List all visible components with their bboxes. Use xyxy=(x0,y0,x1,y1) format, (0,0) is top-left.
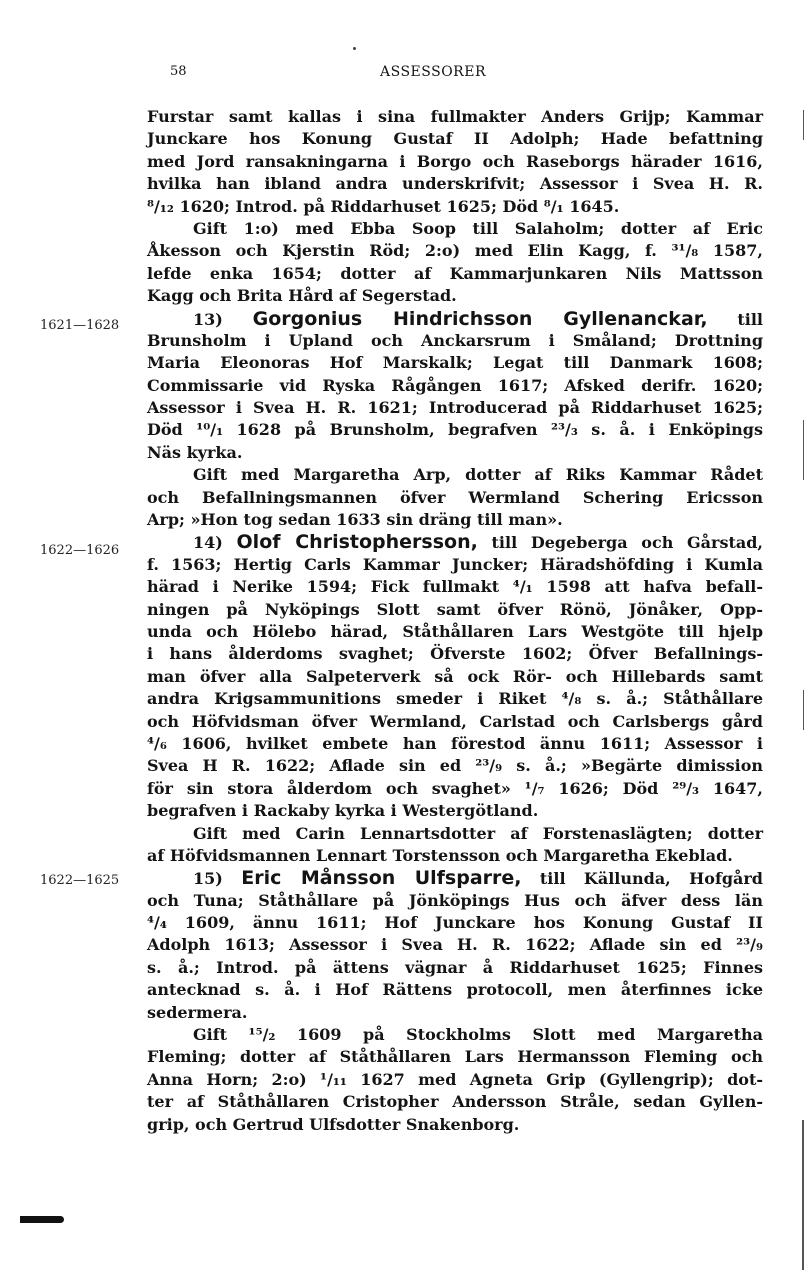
entry-number: 14) xyxy=(193,533,223,553)
text-line: Anna Horn; 2:o) ¹/₁₁ 1627 med Agneta Grip (Gyllengrip); dot- xyxy=(147,1069,763,1089)
entry-continuation: till Degeberga och Gårstad, xyxy=(491,533,763,553)
text-line: härad i Nerike 1594; Fick fullmakt ⁴/₁ 1598 att hafva befall- xyxy=(147,577,763,597)
text-line: Furstar samt kallas i sina fullmakter Anders Grijp; Kammar xyxy=(147,107,763,126)
text-line: ter af Ståthållaren Cristopher Andersson Stråle, sedan Gyllen- xyxy=(147,1092,763,1112)
text-line: f. 1563; Hertig Carls Kammar Juncker; Häradshöfding i Kumla xyxy=(147,554,763,574)
margin-rule xyxy=(803,690,804,730)
text-line: sedermera. xyxy=(147,1002,248,1022)
text-line: andra Krigsammunitions smeder i Riket ⁴/₈ s. å.; Ståthållare xyxy=(147,689,763,709)
text-line: ⁴/₆ 1606, hvilket embete han förestod ännu 1611; Assessor i xyxy=(147,733,763,753)
text-line: Gift 1:o) med Ebba Soop till Salaholm; dotter af Eric xyxy=(193,218,763,238)
text-line: Brunsholm i Upland och Anckarsrum i Småland; Drottning xyxy=(147,330,763,350)
text-line: ⁴/₄ 1609, ännu 1611; Hof Junckare hos Konung Gustaf II xyxy=(147,913,763,933)
text-line: Assessor i Svea H. R. 1621; Introducerad på Riddarhuset 1625; xyxy=(147,398,763,418)
text-line: och Tuna; Ståthållare på Jönköpings Hus och äfver dess län xyxy=(147,890,763,910)
page-header xyxy=(0,60,808,88)
margin-rule xyxy=(802,1120,804,1270)
margin-date-entry-15: 1622—1625 xyxy=(40,873,120,888)
text-line: och Befallningsmannen öfver Wermland Schering Ericsson xyxy=(147,487,763,507)
margin-date-entry-14: 1622—1626 xyxy=(40,543,120,558)
print-speck xyxy=(353,47,356,50)
entry-continuation: till xyxy=(737,309,763,329)
margin-rule xyxy=(803,420,804,480)
text-line: Gift ¹⁵/₂ 1609 på Stockholms Slott med Margaretha xyxy=(193,1025,763,1045)
page-number: 58 xyxy=(170,64,187,79)
person-name: Olof Christophersson, xyxy=(236,531,478,554)
text-line: antecknad s. å. i Hof Rättens protocoll, men återfinnes icke xyxy=(147,980,763,1000)
text-line: unda och Hölebo härad, Ståthållaren Lars Westgöte till hjelp xyxy=(147,621,763,641)
text-line: Adolph 1613; Assessor i Svea H. R. 1622; Aflade sin ed ²³/₉ xyxy=(147,935,763,955)
margin-rule xyxy=(803,110,804,140)
text-line: man öfver alla Salpeterverk så ock Rör- och Hillebards samt xyxy=(147,666,763,686)
text-line: Fleming; dotter af Ståthållaren Lars Hermansson Fleming och xyxy=(147,1047,763,1067)
text-line: Maria Eleonoras Hof Marskalk; Legat till Danmark 1608; xyxy=(147,353,763,373)
body-text xyxy=(147,106,763,1136)
text-line: Åkesson och Kjerstin Röd; 2:o) med Elin Kagg, f. ³¹/₈ 1587, xyxy=(147,241,763,261)
text-line: hvilka han ibland andra underskrifvit; Assessor i Svea H. R. xyxy=(147,174,763,194)
entry-number: 13) xyxy=(193,309,223,329)
entry-continuation: till Källunda, Hofgård xyxy=(539,869,763,889)
text-line: Junckare hos Konung Gustaf II Adolph; Hade befattning xyxy=(147,129,763,149)
text-line: Svea H R. 1622; Aflade sin ed ²³/₉ s. å.; »Begärte dimission xyxy=(147,756,763,776)
text-line: Arp; »Hon tog sedan 1633 sin dräng till man». xyxy=(147,510,563,530)
text-line: Näs kyrka. xyxy=(147,442,243,462)
margin-date-entry-13: 1621—1628 xyxy=(40,318,120,333)
text-line: i hans ålderdoms svaghet; Öfverste 1602; Öfver Befallnings- xyxy=(147,644,763,664)
text-line: Gift med Carin Lennartsdotter af Forstenaslägten; dotter xyxy=(193,823,763,843)
text-line: Commissarie vid Ryska Rågången 1617; Afsked derifr. 1620; xyxy=(147,375,763,395)
text-line: och Höfvidsman öfver Wermland, Carlstad och Carlsbergs gård xyxy=(147,711,763,731)
person-name: Gorgonius Hindrichsson Gyllenanckar, xyxy=(252,307,708,330)
text-line: af Höfvidsmannen Lennart Torstensson och Margaretha Ekeblad. xyxy=(147,845,733,865)
text-line xyxy=(147,531,763,553)
text-line: ningen på Nyköpings Slott samt öfver Rönö, Jönåker, Opp- xyxy=(147,599,763,619)
text-line: Gift med Margaretha Arp, dotter af Riks Kammar Rådet xyxy=(193,465,763,485)
printer-mark xyxy=(20,1216,64,1223)
text-line xyxy=(147,867,763,889)
text-line: s. å.; Introd. på ättens vägnar å Riddarhuset 1625; Finnes xyxy=(147,957,763,977)
text-line: Kagg och Brita Hård af Segerstad. xyxy=(147,286,457,306)
text-line: för sin stora ålderdom och svaghet» ¹/₇ 1626; Död ²⁹/₃ 1647, xyxy=(147,778,763,798)
text-line: grip, och Gertrud Ulfsdotter Snakenborg. xyxy=(147,1114,520,1134)
text-line: begrafven i Rackaby kyrka i Westergötland. xyxy=(147,801,539,821)
running-head: ASSESSORER xyxy=(380,64,486,80)
text-line: lefde enka 1654; dotter af Kammarjunkaren Nils Mattsson xyxy=(147,263,763,283)
text-line xyxy=(147,308,763,330)
entry-number: 15) xyxy=(193,869,223,889)
text-line: med Jord ransakningarna i Borgo och Raseborgs härader 1616, xyxy=(147,151,763,171)
text-line: ⁸/₁₂ 1620; Introd. på Riddarhuset 1625; Död ⁸/₁ 1645. xyxy=(147,196,620,216)
text-line: Död ¹⁰/₁ 1628 på Brunsholm, begrafven ²³/₃ s. å. i Enköpings xyxy=(147,420,763,440)
person-name: Eric Månsson Ulfsparre, xyxy=(241,867,522,890)
